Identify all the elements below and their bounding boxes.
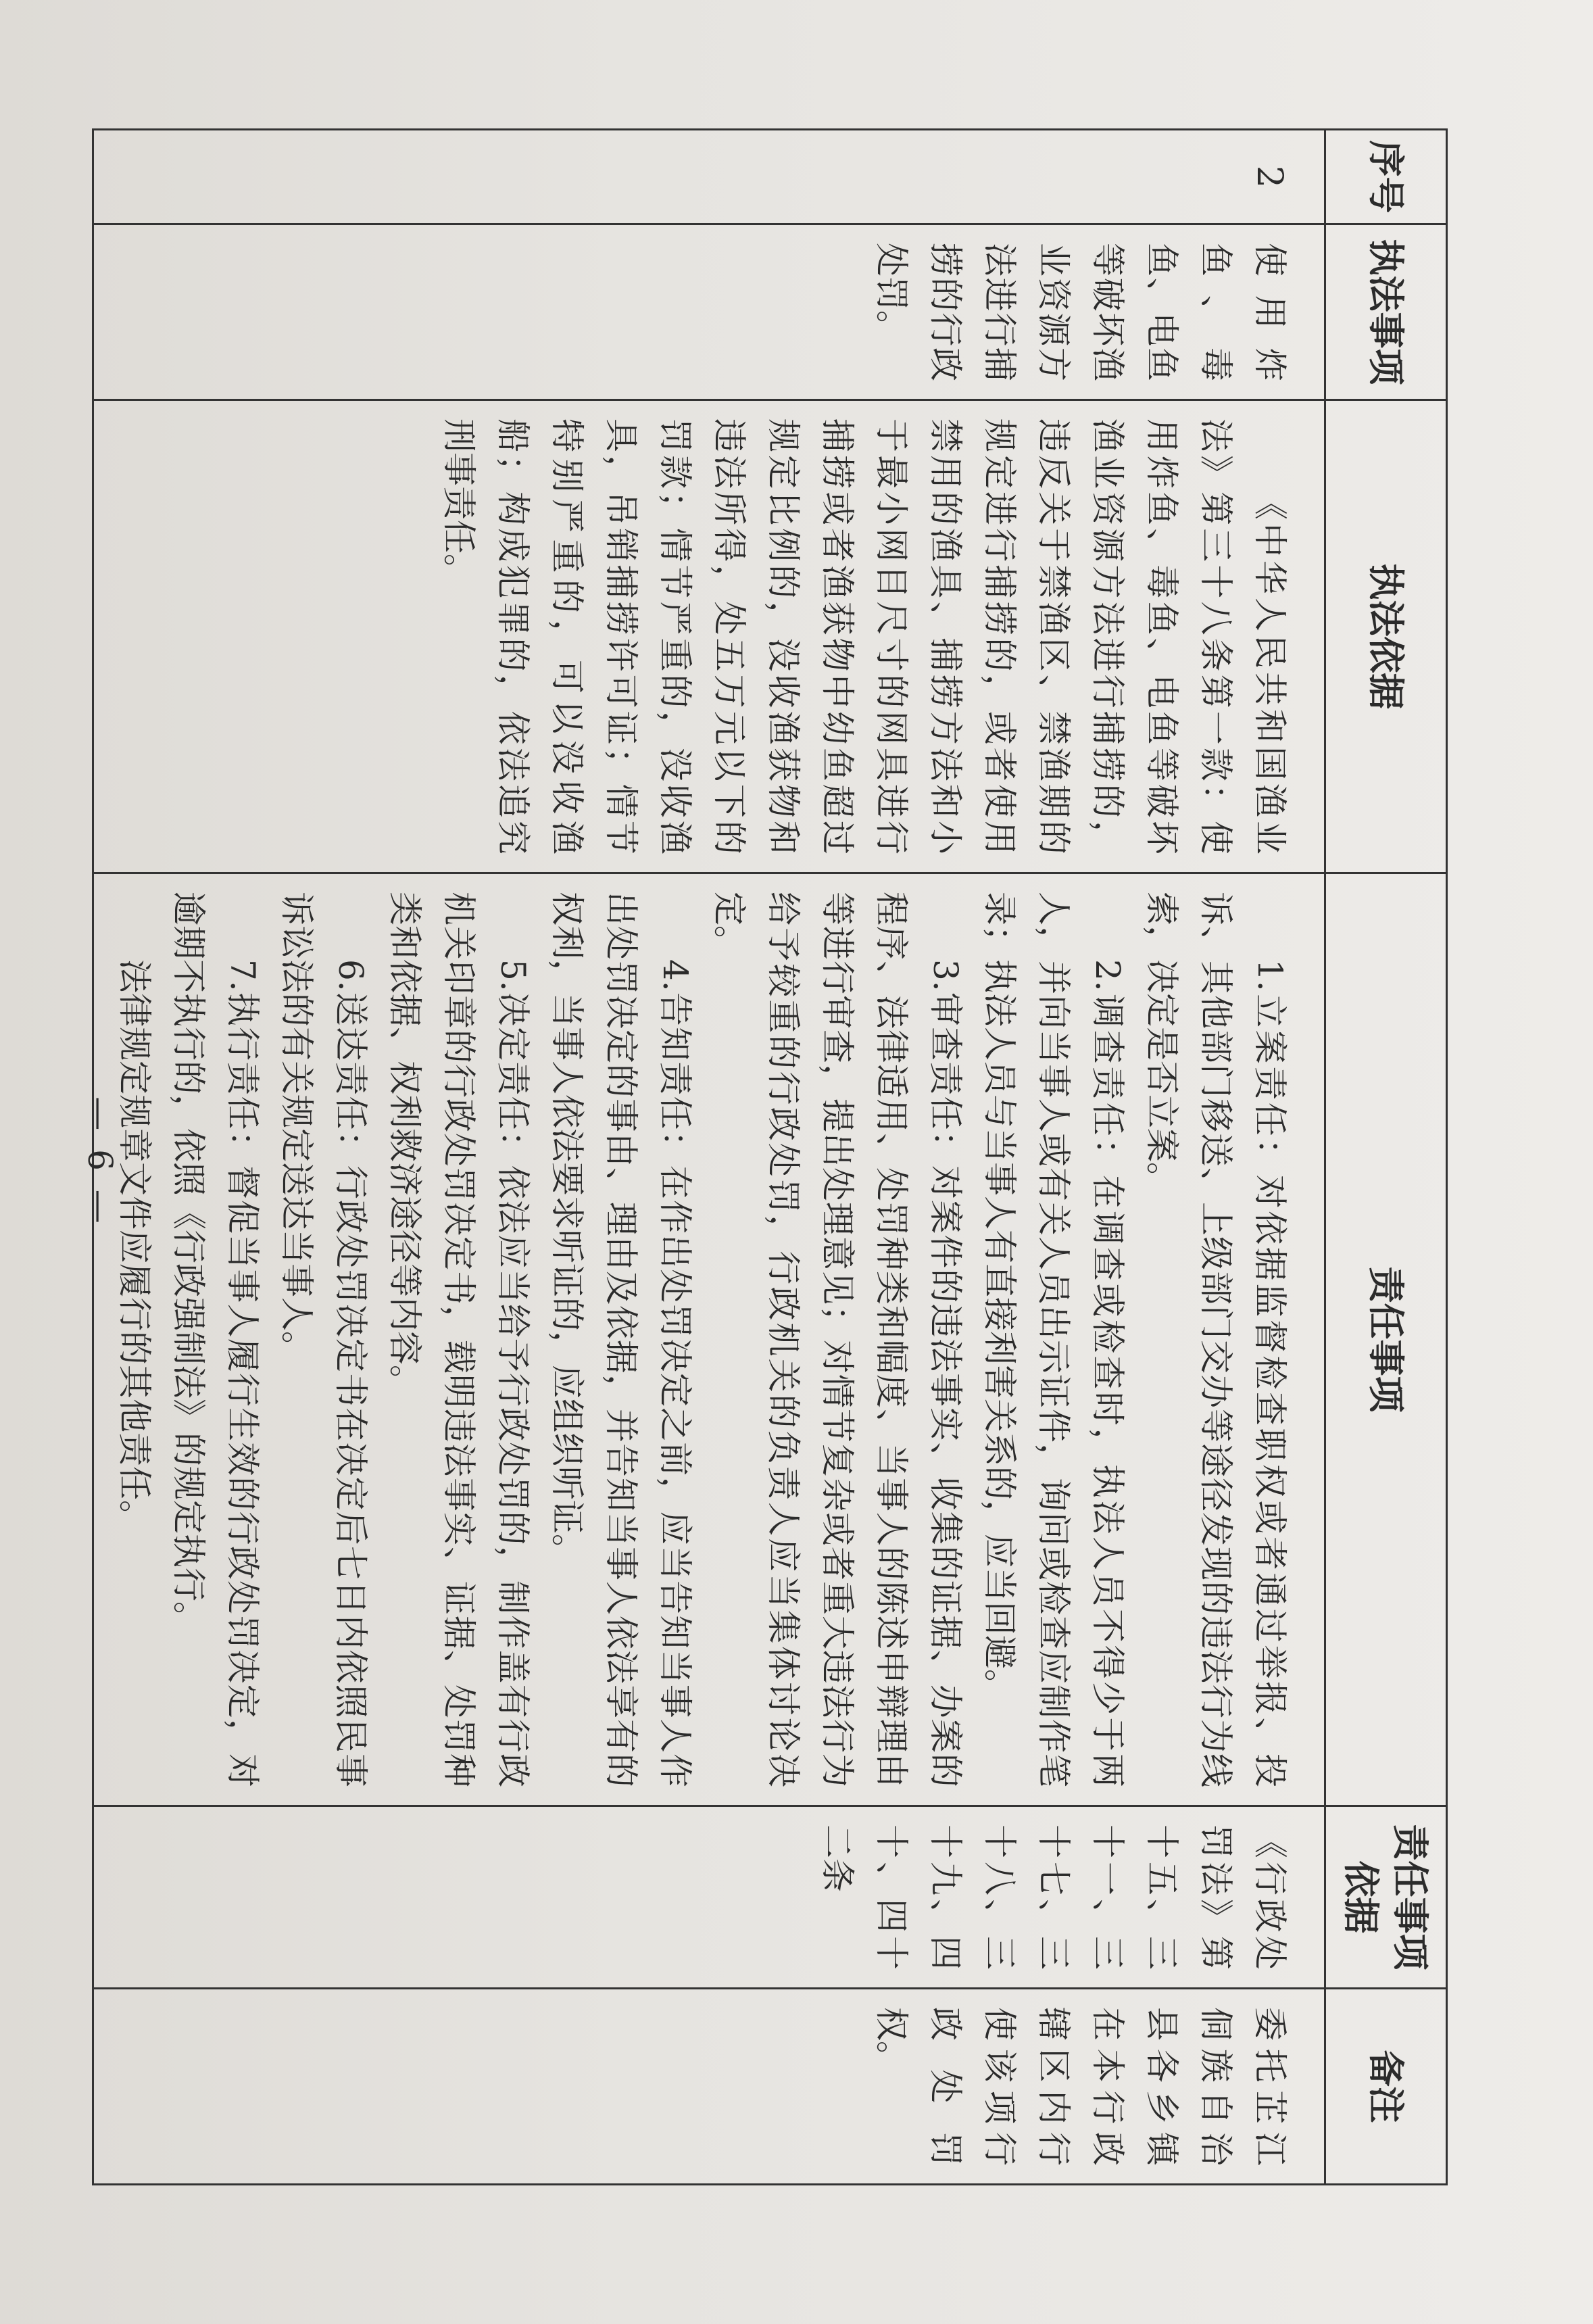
cell-remarks: 委托芷江侗族自治县各乡镇在本行政辖区内行使该项行政处罚权。 (93, 1989, 1325, 2185)
header-legal-basis: 执法依据 (1325, 400, 1447, 873)
duty-item: 法律规定规章文件应履行的其他责任。 (115, 959, 154, 1534)
cell-seq: 2 (93, 130, 1325, 224)
cell-enforcement-item: 使用炸鱼、毒鱼、电鱼等破坏渔业资源方法进行捕捞的行政处罚。 (93, 224, 1325, 400)
cell-responsibility (93, 873, 1325, 1806)
duty-item: 7.执行责任：督促当事人履行生效的行政处罚决定，对逾期不执行的，依照《行政强制法》的规定执行。 (169, 892, 262, 1787)
duty-item: 1.立案责任：对依据监督检查职权或者通过举报、投诉、其他部门移送、上级部门交办等途径发现的违法行为线索，决定是否立案。 (1142, 892, 1290, 1787)
duty-item: 6.送达责任：行政处罚决定书在决定后七日内依照民事诉讼法的有关规定送达当事人。 (277, 892, 370, 1787)
duty-item: 4.告知责任：在作出处罚决定之前，应当告知当事人作出处罚决定的事由、理由及依据，并告知当事人依法享有的权利，当事人依法要求听证的，应组织听证。 (547, 892, 695, 1787)
header-responsibility: 责任事项 (1325, 873, 1447, 1806)
duty-item: 3.审查责任：对案件的违法事实、收集的证据、办案的程序、法律适用、处罚种类和幅度、当事人的陈述申辩理由等进行审查，提出处理意见；对情节复杂或者重大违法行为给予较重的行政处罚，行政机关的负责人应当集体讨论决定。 (710, 892, 965, 1787)
duty-item: 2.调查责任：在调查或检查时，执法人员不得少于两人，并向当事人或有关人员出示证件，询问或检查应制作笔录；执法人员与当事人有直接利害关系的，应当回避。 (980, 892, 1127, 1787)
header-seq: 序号 (1325, 130, 1447, 224)
header-enforcement-item: 执法事项 (1325, 224, 1447, 400)
duty-item: 5.决定责任：依法应当给予行政处罚的，制作盖有行政机关印章的行政处罚决定书，载明违法事实、证据、处罚种类和依据、权利救济途径等内容。 (385, 892, 533, 1787)
enforcement-table (92, 128, 1448, 2185)
legal-basis-text: 《中华人民共和国渔业法》第三十八条第一款：使用炸鱼、毒鱼、电鱼等破坏渔业资源方法进行捕捞的，违反关于禁渔区、禁渔期的规定进行捕捞的，或者使用禁用的渔具、捕捞方法和小于最小网目尺寸的网具进行捕捞或者渔获物中幼鱼超过规定比例的，没收渔获物和违法所得，处五万元以下的罚款；情节严重的，没收渔具，吊销捕捞许可证；情节特别严重的，可以没收渔船；构成犯罪的，依法追究刑事责任。 (439, 418, 1290, 854)
table-row (93, 130, 1325, 2185)
page-number: — 6 — (80, 1096, 120, 1228)
table-header-row (1325, 130, 1447, 2185)
header-responsibility-basis: 责任事项依据 (1325, 1806, 1447, 1989)
cell-legal-basis (93, 400, 1325, 873)
cell-responsibility-basis: 《行政处罚法》第十五、三十一、三十七、三十八、三十九、四十、四十二条 (93, 1806, 1325, 1989)
header-remarks: 备注 (1325, 1989, 1447, 2185)
